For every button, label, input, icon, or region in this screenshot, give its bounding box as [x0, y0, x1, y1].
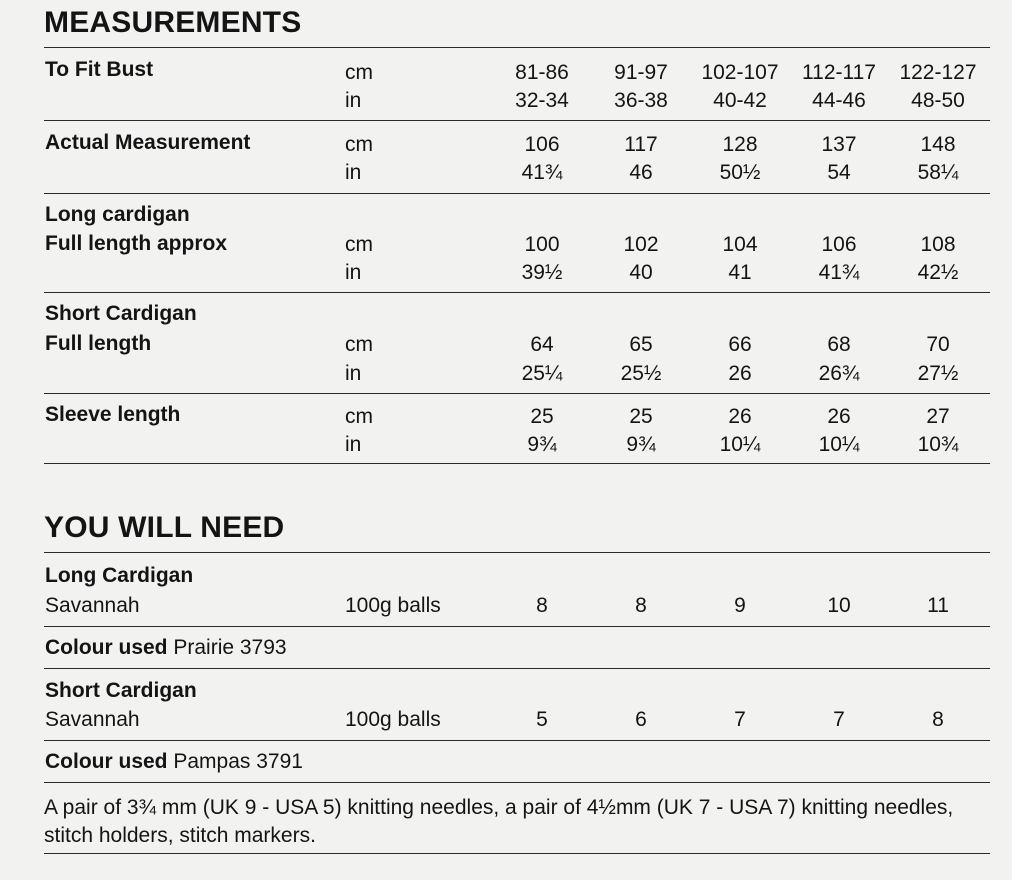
value-cell: 137: [821, 133, 857, 156]
divider: [44, 47, 990, 48]
row-label: Sleeve length: [45, 403, 181, 426]
value-cell: 9¾: [527, 433, 557, 456]
value-cell: 41: [728, 261, 752, 284]
value-cell: 10¼: [818, 433, 860, 456]
value-cell: 11: [927, 594, 949, 617]
value-cell: 25: [629, 405, 653, 428]
divider: [44, 740, 990, 741]
value-cell: 10: [827, 594, 851, 617]
value-cell: 102-107: [701, 61, 779, 84]
value-cell: 70: [926, 333, 950, 356]
value-cell: 8: [536, 594, 548, 617]
row-label: Short Cardigan: [45, 302, 197, 325]
colour-used-label: Colour used: [45, 636, 168, 659]
value-cell: 54: [827, 161, 851, 184]
yarn-name: Savannah: [45, 708, 140, 731]
colour-used-value: Prairie 3793: [167, 636, 287, 659]
colour-used-value: Pampas 3791: [167, 750, 303, 773]
value-cell: 58¼: [917, 161, 959, 184]
value-cell: 40-42: [713, 89, 767, 112]
unit-in: in: [345, 161, 362, 184]
value-cell: 25: [530, 405, 554, 428]
value-cell: 66: [728, 333, 752, 356]
unit-in: in: [345, 89, 362, 112]
value-cell: 25¼: [521, 362, 563, 385]
divider: [44, 782, 990, 783]
row-label: Full length: [45, 332, 152, 355]
value-cell: 5: [536, 708, 548, 731]
value-cell: 50½: [719, 161, 761, 184]
unit-in: in: [345, 261, 362, 284]
value-cell: 27: [926, 405, 950, 428]
value-cell: 42½: [917, 261, 959, 284]
value-cell: 39½: [521, 261, 563, 284]
value-cell: 27½: [917, 362, 959, 385]
row-label: To Fit Bust: [45, 58, 154, 81]
value-cell: 26: [728, 362, 752, 385]
yarn-row-heading: Short Cardigan: [45, 679, 197, 702]
row-label: Full length approx: [45, 232, 227, 255]
row-label: Actual Measurement: [45, 131, 251, 154]
value-cell: 64: [530, 333, 554, 356]
value-cell: 128: [722, 133, 758, 156]
value-cell: 26: [827, 405, 851, 428]
value-cell: 81-86: [515, 61, 569, 84]
value-cell: 112-117: [802, 61, 876, 84]
value-cell: 6: [635, 708, 647, 731]
yarn-name: Savannah: [45, 594, 140, 617]
value-cell: 7: [833, 708, 845, 731]
value-cell: 65: [629, 333, 653, 356]
divider: [44, 292, 990, 293]
value-cell: 41¾: [521, 161, 563, 184]
divider: [44, 120, 990, 121]
value-cell: 48-50: [911, 89, 965, 112]
value-cell: 32-34: [515, 89, 569, 112]
value-cell: 104: [722, 233, 758, 256]
needles-notes: A pair of 3¾ mm (UK 9 - USA 5) knitting needles, a pair of 4½mm (UK 7 - USA 7) knitting needles, stitch holders, stitch markers.: [44, 796, 954, 847]
value-cell: 122-127: [899, 61, 977, 84]
divider: [44, 626, 990, 627]
value-cell: 68: [827, 333, 851, 356]
value-cell: 10¼: [719, 433, 761, 456]
unit-in: in: [345, 433, 362, 456]
you-will-need-heading: YOU WILL NEED: [44, 511, 285, 544]
divider: [44, 393, 990, 394]
yarn-unit: 100g balls: [345, 708, 441, 731]
value-cell: 106: [524, 133, 560, 156]
measurements-heading: MEASUREMENTS: [44, 6, 302, 39]
divider: [44, 193, 990, 194]
value-cell: 102: [623, 233, 659, 256]
value-cell: 41¾: [818, 261, 860, 284]
unit-in: in: [345, 362, 362, 385]
divider: [44, 668, 990, 669]
colour-used-short: [45, 751, 303, 772]
value-cell: 100: [524, 233, 560, 256]
value-cell: 46: [629, 161, 653, 184]
unit-cm: cm: [345, 333, 373, 356]
colour-used-long: [45, 637, 287, 658]
value-cell: 44-46: [812, 89, 866, 112]
value-cell: 91-97: [614, 61, 668, 84]
value-cell: 26: [728, 405, 752, 428]
row-label: Long cardigan: [45, 203, 190, 226]
value-cell: 148: [920, 133, 956, 156]
unit-cm: cm: [345, 233, 373, 256]
value-cell: 106: [821, 233, 857, 256]
yarn-unit: 100g balls: [345, 594, 441, 617]
yarn-row-heading: Long Cardigan: [45, 564, 194, 587]
value-cell: 9¾: [626, 433, 656, 456]
value-cell: 8: [932, 708, 944, 731]
value-cell: 10¾: [917, 433, 959, 456]
value-cell: 117: [624, 133, 658, 156]
value-cell: 26¾: [818, 362, 860, 385]
value-cell: 8: [635, 594, 647, 617]
value-cell: 7: [734, 708, 746, 731]
divider: [44, 853, 990, 854]
unit-cm: cm: [345, 405, 373, 428]
value-cell: 40: [629, 261, 653, 284]
divider: [44, 463, 990, 464]
value-cell: 25½: [620, 362, 662, 385]
unit-cm: cm: [345, 61, 373, 84]
divider: [44, 552, 990, 553]
colour-used-label: Colour used: [45, 750, 168, 773]
value-cell: 36-38: [614, 89, 668, 112]
unit-cm: cm: [345, 133, 373, 156]
value-cell: 9: [734, 594, 746, 617]
value-cell: 108: [920, 233, 956, 256]
